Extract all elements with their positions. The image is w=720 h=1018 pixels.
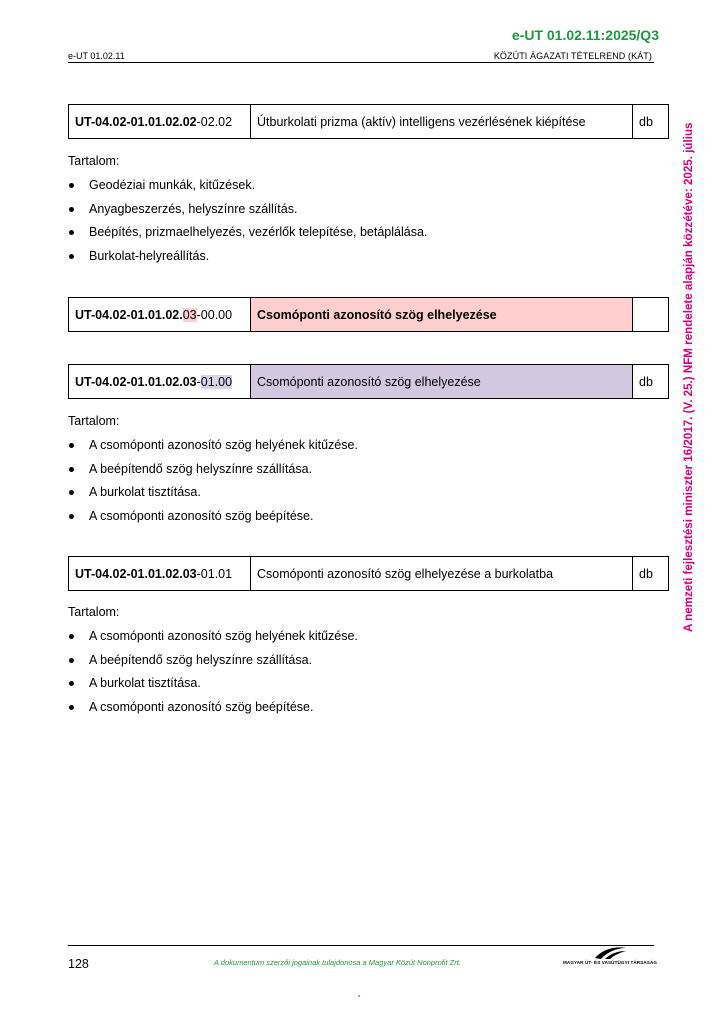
publication-side-note: A nemzeti fejlesztési miniszter 16/2017. (V. 25.) NFM rendelete alapján közzétéve: 2025. július: [682, 122, 695, 632]
header-divider: [68, 62, 654, 63]
list-item: A csomóponti azonosító szög beépítése.: [68, 507, 358, 531]
item-unit: db: [633, 105, 669, 139]
document-id: e-UT 01.02.11:2025/Q3: [511, 27, 659, 43]
list-item: Burkolat-helyreállítás.: [68, 247, 427, 271]
list-item: Anyagbeszerzés, helyszínre szállítás.: [68, 200, 427, 224]
item-code: UT-04.02-01.01.02.03-01.01: [69, 557, 251, 591]
item-table-4: [68, 556, 669, 591]
list-item: A beépítendő szög helyszínre szállítása.: [68, 651, 358, 675]
list-item: Geodéziai munkák, kitűzések.: [68, 176, 427, 200]
road-swoosh-icon: [593, 945, 627, 960]
list-item: Beépítés, prizmaelhelyezés, vezérlők telepítése, betáplálása.: [68, 223, 427, 247]
item-title: Csomóponti azonosító szög elhelyezése: [251, 298, 633, 332]
copyright-note: A dokumentum szerzői jogainak tulajdonosa a Magyar Közút Nonprofit Zrt.: [214, 958, 461, 967]
list-item: A csomóponti azonosító szög beépítése.: [68, 698, 358, 722]
item-title: Csomóponti azonosító szög elhelyezése a burkolatba: [251, 557, 633, 591]
content-label: Tartalom:: [68, 605, 120, 619]
page-number: 128: [68, 957, 89, 971]
item-unit: db: [633, 557, 669, 591]
header-left-text: e-UT 01.02.11: [68, 51, 125, 61]
header-right-text: KÖZÚTI ÁGAZATI TÉTELREND (KÁT): [493, 51, 652, 61]
item-code: UT-04.02-01.01.02.02-02.02: [69, 105, 251, 139]
item-table-1: [68, 104, 669, 139]
content-label: Tartalom:: [68, 414, 120, 428]
item-table-3: [68, 364, 669, 399]
item-table-2: [68, 297, 669, 332]
list-item: A burkolat tisztítása.: [68, 483, 358, 507]
content-list-4: [68, 627, 358, 721]
item-title: Útburkolati prizma (aktív) intelligens vezérlésének kiépítése: [251, 105, 633, 139]
item-unit: db: [633, 365, 669, 399]
item-code: UT-04.02-01.01.02.03-00.00: [69, 298, 251, 332]
list-item: A csomóponti azonosító szög helyének kitűzése.: [68, 436, 358, 460]
logo-text: MAGYAR ÚT- ÉS VASÚTÜGYI TÁRSASÁG: [563, 960, 658, 965]
item-title: Csomóponti azonosító szög elhelyezése: [251, 365, 633, 399]
list-item: A csomóponti azonosító szög helyének kitűzése.: [68, 627, 358, 651]
list-item: A burkolat tisztítása.: [68, 674, 358, 698]
content-list-3: [68, 436, 358, 530]
company-logo: [563, 945, 658, 969]
item-code: UT-04.02-01.01.02.03-01.00: [69, 365, 251, 399]
item-unit: [633, 298, 669, 332]
content-list-1: [68, 176, 427, 270]
decorative-dot: [358, 995, 360, 997]
content-label: Tartalom:: [68, 154, 120, 168]
list-item: A beépítendő szög helyszínre szállítása.: [68, 460, 358, 484]
